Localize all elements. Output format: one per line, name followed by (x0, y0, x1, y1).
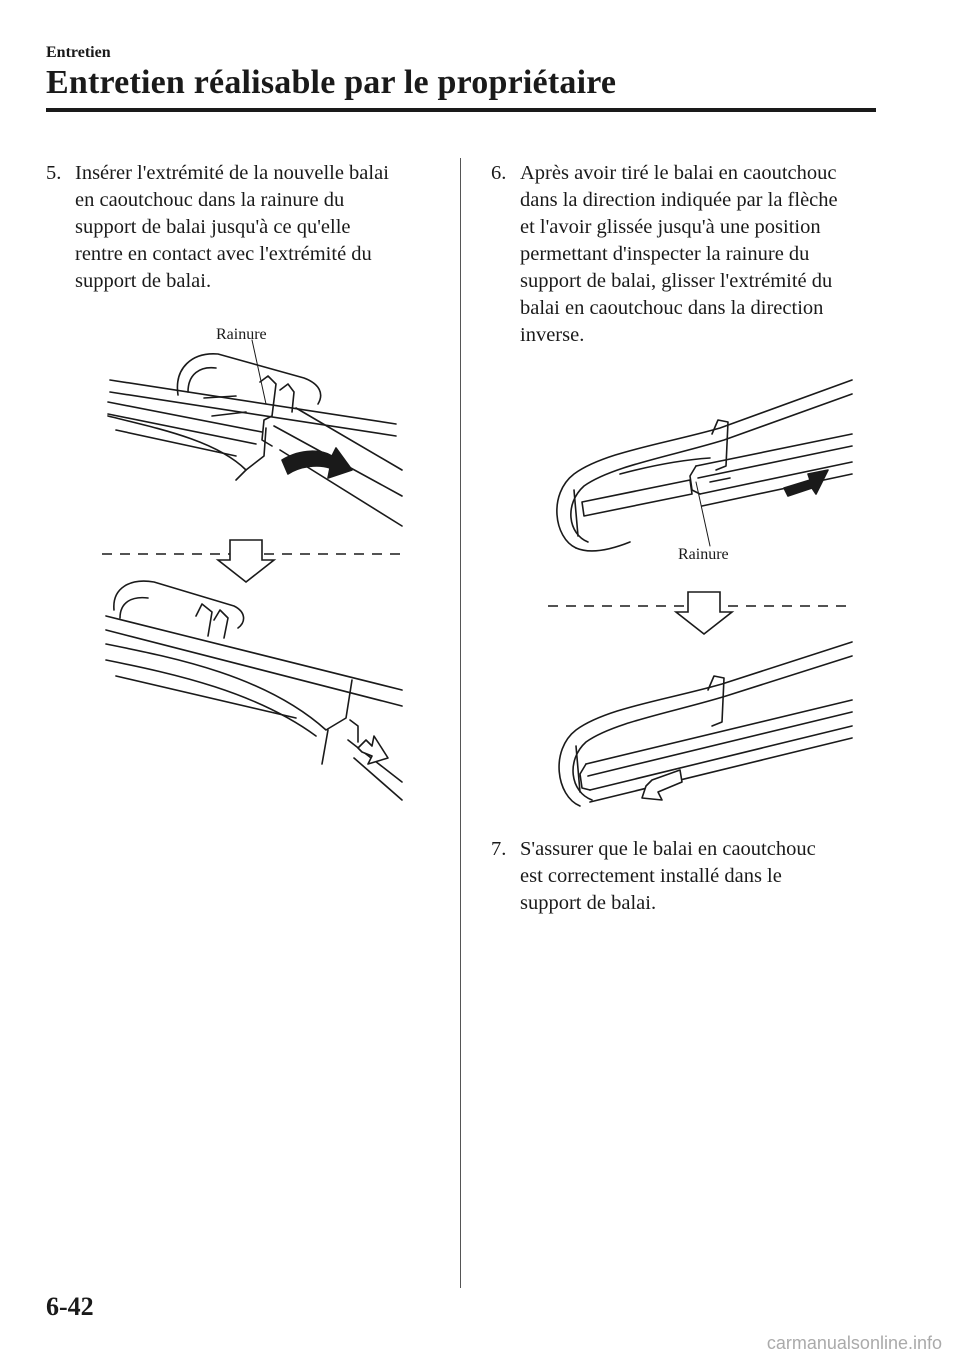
watermark: carmanualsonline.info (766, 1333, 942, 1353)
step-5 (46, 160, 446, 300)
groove-label: Rainure (216, 326, 267, 343)
step-line: rentre en contact avec l'extrémité du (75, 243, 372, 265)
step-number: 5. (46, 162, 62, 184)
step-line: support de balai, glisser l'extrémité du (520, 270, 833, 292)
step-line: inverse. (520, 324, 585, 346)
wiper-pull-illustration (540, 370, 860, 830)
step-line: dans la direction indiquée par la flèche (520, 189, 838, 211)
step-line: support de balai. (75, 270, 212, 292)
header-rule (46, 108, 876, 112)
page-number: 6-42 (46, 1292, 94, 1321)
column-divider (460, 158, 461, 1288)
figure-step-6 (540, 370, 860, 830)
page-title: Entretien réalisable par le propriétaire (46, 64, 617, 101)
groove-label: Rainure (678, 546, 729, 563)
step-line: S'assurer que le balai en caoutchouc (520, 838, 816, 860)
step-line: est correctement installé dans le (520, 865, 782, 887)
step-number: 6. (491, 162, 507, 184)
step-line: support de balai jusqu'à ce qu'elle (75, 216, 351, 238)
step-number: 7. (491, 838, 507, 860)
step-line: et l'avoir glissée jusqu'à une position (520, 216, 821, 238)
figure-step-5 (96, 320, 416, 810)
step-line: balai en caoutchouc dans la direction (520, 297, 824, 319)
step-line: Insérer l'extrémité de la nouvelle balai (75, 162, 389, 184)
wiper-insert-illustration (96, 320, 416, 810)
step-7 (491, 836, 891, 926)
step-line: permettant d'inspecter la rainure du (520, 243, 810, 265)
header-section: Entretien (46, 44, 111, 61)
step-line: support de balai. (520, 892, 657, 914)
step-6 (491, 160, 891, 350)
step-line: en caoutchouc dans la rainure du (75, 189, 345, 211)
step-line: Après avoir tiré le balai en caoutchouc (520, 162, 837, 184)
